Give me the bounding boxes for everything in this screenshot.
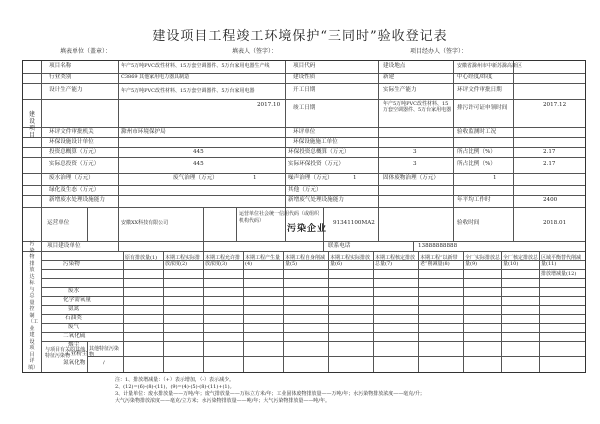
water-label: 废水治理（万元） bbox=[49, 175, 94, 181]
pollutant-row-label: 氨氮 bbox=[68, 306, 80, 312]
operator-label: 运营单位 bbox=[47, 220, 70, 226]
phone-label: 联系电话 bbox=[328, 243, 351, 249]
invest-value: 445 bbox=[193, 149, 204, 155]
actual-ratio-value: 2.17 bbox=[543, 161, 556, 167]
pollutant-col-header: 全厂实际排放总量(9) bbox=[465, 255, 501, 267]
project-code-label: 项目代码 bbox=[293, 63, 316, 69]
solid-value: 1 bbox=[493, 175, 497, 181]
pollutant-col-header: 本期工程“以新带老”削减量(8) bbox=[420, 255, 458, 267]
eia-date-label: 环评文件审批日期 bbox=[457, 87, 502, 93]
side-label-project: 建设项目 bbox=[28, 111, 35, 139]
pollutant-col-header: 本期工程允许排放浓度(3) bbox=[205, 255, 241, 267]
center-label: 中心经度/纬度 bbox=[457, 74, 493, 80]
pollutant-row-label: 二氧化硫 bbox=[63, 333, 86, 339]
credit-label: 运营单位社会统一信用代码（或组织机构代码） bbox=[239, 211, 320, 224]
actual-capacity-label: 实际生产能力 bbox=[383, 87, 417, 93]
registration-table bbox=[22, 60, 586, 373]
pollutant-row-label: 废气 bbox=[68, 324, 80, 330]
permit-label: 排污许可证申领时间 bbox=[457, 105, 508, 111]
actual-invest-value: 445 bbox=[193, 161, 204, 167]
pollutant-row-label: 废水 bbox=[68, 288, 80, 294]
actual-invest-label: 实际总投资（万元） bbox=[49, 161, 100, 167]
pollutant-col-header: 污染物 bbox=[63, 261, 80, 267]
nature-label: 建设性质 bbox=[293, 74, 316, 80]
construct-unit-label: 环保设施施工单位 bbox=[293, 139, 338, 145]
industry-label: 行业类别 bbox=[49, 74, 72, 80]
noise-value: 1 bbox=[353, 175, 357, 181]
side-label-pollutant: 污染物排放达标与总量控制（工业建设项目详填） bbox=[28, 241, 39, 371]
pollutant-col-header: 本期工程产生量(4) bbox=[245, 255, 281, 267]
note-line: 注：1、排放增减量：（+）表示增加，（-）表示减少。 bbox=[115, 377, 235, 383]
operator-value: 安徽XX科技有限公司 bbox=[121, 220, 169, 226]
start-date-value: 2017.10 bbox=[257, 102, 281, 108]
completion-date-label: 竣工日期 bbox=[293, 105, 316, 111]
pollutant-row-label: 氮氧化物 bbox=[63, 360, 86, 366]
env-invest-value: 3 bbox=[413, 149, 417, 155]
pollutant-col-header: 原有排放量(1) bbox=[125, 255, 158, 261]
pollutant-col-header: 本期工程核定排放总量(7) bbox=[375, 255, 416, 267]
new-water-label: 新增废水处理设施能力 bbox=[49, 197, 105, 203]
actual-env-label: 实际环保投资（万元） bbox=[288, 161, 344, 167]
note-line: 大气污染物排放浓度——毫克/立方米；水污染物排放量——吨/年；大气污染物排放量——吨/年。 bbox=[115, 398, 331, 404]
note-line: 3、计量单位：废水排放量——万吨/年；废气排放量——万标立方米/年；工业固体废物排放量——万吨/年；水污染物排放浓度——毫克/升； bbox=[115, 391, 425, 397]
note-line: 2、(12)=(6)-(8)-(11)，(9)=(4)-(5)-(8)-(11)+(1)。 bbox=[115, 384, 235, 390]
start-date-label: 开工日期 bbox=[293, 87, 316, 93]
pollutant-group-sub: 其他特征污染物 bbox=[89, 346, 120, 358]
pollutant-row-label: 化学需氧量 bbox=[63, 297, 91, 303]
pollutant-col-header: 本期工程自身削减量(5) bbox=[285, 255, 326, 267]
eia-org-value: 滁州市环境保护局 bbox=[121, 129, 166, 135]
design-capacity-value: 年产5万吨PVC改性材料、15万套空调器件、5万台家用电器 bbox=[121, 88, 255, 94]
noise-label: 噪声治理（万元） bbox=[288, 175, 333, 181]
header-manager-label: 项目经办人（签字）： bbox=[410, 48, 468, 55]
eia-org-label: 环评文件审批机关 bbox=[49, 129, 94, 135]
pollutant-group-sub: / bbox=[103, 360, 105, 366]
invest-label: 投资总概算（万元） bbox=[49, 149, 100, 155]
pollutant-col-header: 本期工程实际排放浓度(2) bbox=[165, 255, 201, 267]
company-stamp: 污染企业 bbox=[287, 224, 328, 234]
other-label: 其他（万元） bbox=[288, 187, 322, 193]
solid-label: 固体废物治理（万元） bbox=[383, 175, 439, 181]
industry-value: C3869 其他家用电力器具制造 bbox=[121, 74, 190, 80]
eia-date-value: 2017.12 bbox=[543, 102, 567, 108]
design-unit-label: 环保设施设计单位 bbox=[49, 139, 94, 145]
location-value: 安徽省滁州市中新苏滁高新区 bbox=[457, 63, 523, 69]
acceptance-value: 2018.01 bbox=[543, 220, 567, 226]
pollutant-row-label: 石油类 bbox=[65, 315, 82, 321]
green-label: 绿化及生态（万元） bbox=[49, 187, 100, 193]
ratio-value: 2.17 bbox=[543, 149, 556, 155]
pollutant-group-label: 与项目有关的其他特征污染物 bbox=[45, 347, 86, 359]
env-unit-label: 环评单位 bbox=[293, 129, 316, 135]
hours-value: 2400 bbox=[543, 197, 558, 203]
header-unit-label: 填表单位（盖章）： bbox=[60, 48, 112, 55]
phone-value: 13888888888 bbox=[418, 243, 458, 249]
pollutant-col-header: 区域平衡替代削减量(11) bbox=[541, 255, 582, 267]
pollutant-row-label: 工业粉尘 bbox=[65, 351, 88, 357]
actual-env-value: 3 bbox=[413, 161, 417, 167]
project-name-value: 年产5万吨PVC改性材料、15万套空调器件、5万台家用电器生产线 bbox=[121, 63, 270, 69]
header-person-label: 填表人（签字）： bbox=[232, 48, 278, 55]
gas-label: 废气治理（万元） bbox=[173, 175, 218, 181]
nature-value: 新建 bbox=[383, 74, 395, 80]
location-label: 建设地点 bbox=[383, 63, 406, 69]
new-gas-label: 新增废气处理设施能力 bbox=[288, 197, 344, 203]
design-capacity-label: 设计生产能力 bbox=[49, 87, 83, 93]
unit-rep-label: 项目建设单位 bbox=[47, 243, 81, 249]
pollutant-col-header: 排放增减量(12) bbox=[541, 271, 577, 277]
pollutant-row-label: 烟尘 bbox=[68, 342, 80, 348]
env-invest-label: 环保投资总概算（万元） bbox=[288, 149, 350, 155]
credit-value: 91341100MA2 bbox=[333, 220, 375, 226]
pollutant-col-header: 全厂核定排放总量(10) bbox=[503, 255, 539, 267]
ratio-label: 所占比例（%） bbox=[457, 149, 496, 155]
acceptance-label: 验收时间 bbox=[457, 220, 480, 226]
actual-capacity-value: 年产5万吨PVC改性材料、15万套空调器件、5万台家用电器 bbox=[383, 101, 452, 113]
notes-block bbox=[115, 377, 425, 405]
monitor-label: 验收监测时工况 bbox=[457, 129, 497, 135]
actual-ratio-label: 所占比例（%） bbox=[457, 161, 496, 167]
project-name-label: 项目名称 bbox=[49, 63, 72, 69]
page-title: 建设项目工程竣工环境保护“三同时”验收登记表 bbox=[152, 29, 448, 44]
hours-label: 年平均工作时 bbox=[457, 197, 491, 203]
pollutant-col-header: 本期工程实际排放量(6) bbox=[330, 255, 371, 267]
gas-value: 1 bbox=[253, 175, 257, 181]
